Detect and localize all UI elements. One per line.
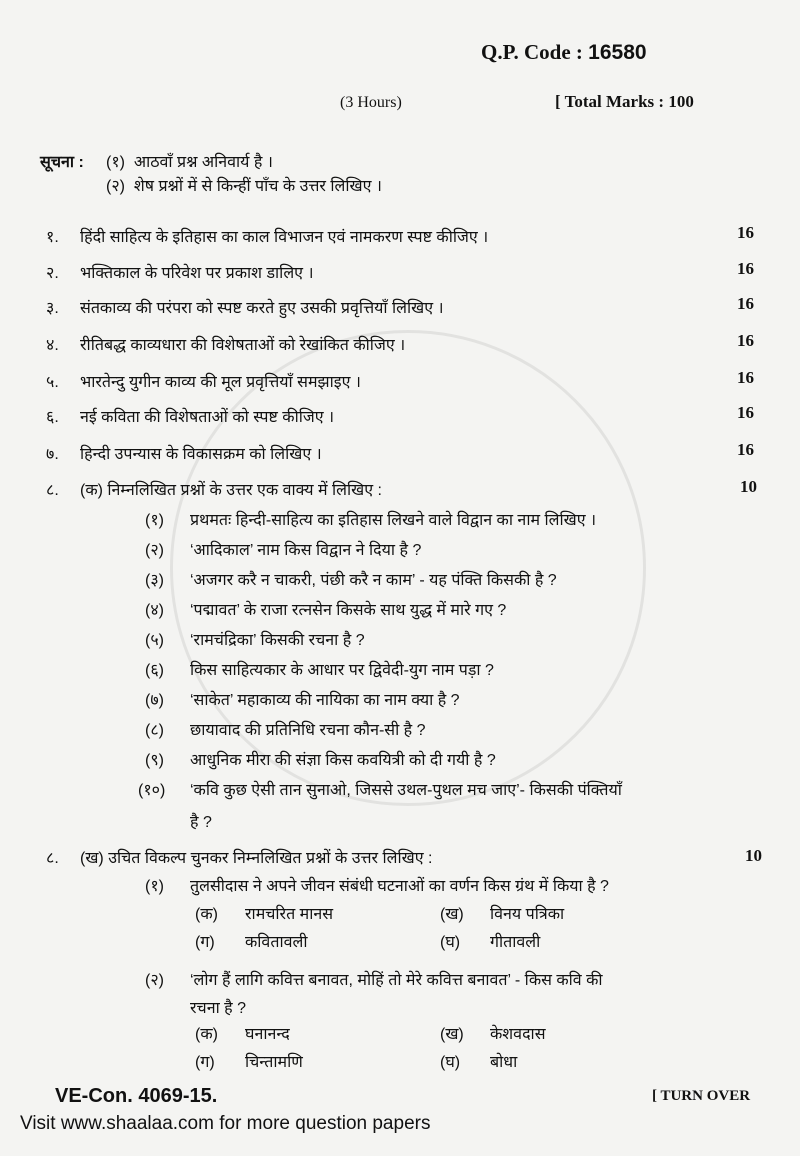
paper-code: VE-Con. 4069-15. bbox=[55, 1085, 218, 1107]
subquestion-text: किस साहित्यकार के आधार पर द्विवेदी-युग नाम पड़ा ? bbox=[190, 662, 494, 679]
mcq-option-key: (क) bbox=[195, 1026, 218, 1043]
question-marks: 16 bbox=[737, 331, 754, 350]
turn-over: [ TURN OVER bbox=[652, 1088, 751, 1104]
subquestion-text: ‘रामचंद्रिका’ किसकी रचना है ? bbox=[190, 632, 365, 649]
mcq-option-value: घनानन्द bbox=[245, 1026, 290, 1043]
mcq-option-value: कवितावली bbox=[245, 934, 308, 951]
question-number: ७. bbox=[46, 446, 59, 463]
mcq-option-key: (ख) bbox=[440, 906, 464, 923]
question-marks: 16 bbox=[737, 440, 754, 459]
subquestion-number: (४) bbox=[145, 602, 164, 619]
subquestion-text: आधुनिक मीरा की संज्ञा किस कवयित्री को दी गयी है ? bbox=[190, 752, 496, 769]
subquestion-text: ‘आदिकाल’ नाम किस विद्वान ने दिया है ? bbox=[190, 542, 422, 559]
mcq-option-value: विनय पत्रिका bbox=[490, 906, 565, 923]
subquestion-number: (८) bbox=[145, 722, 164, 739]
mcq-option-value: रामचरित मानस bbox=[245, 906, 334, 923]
question-number: १. bbox=[46, 229, 59, 246]
mcq-text: तुलसीदास ने अपने जीवन संबंधी घटनाओं का वर्णन किस ग्रंथ में किया है ? bbox=[190, 878, 609, 895]
subquestion-number: (१) bbox=[145, 512, 164, 529]
subquestion-number: (६) bbox=[145, 662, 164, 679]
q8a-marks: 10 bbox=[740, 477, 757, 496]
mcq-option-value: बोधा bbox=[490, 1054, 518, 1071]
subquestion-text: ‘पद्मावत’ के राजा रत्नसेन किसके साथ युद्ध में मारे गए ? bbox=[190, 602, 507, 619]
mcq-number: (१) bbox=[145, 878, 164, 895]
question-marks: 16 bbox=[737, 259, 754, 278]
qp-code: Q.P. Code : 16580 bbox=[481, 40, 647, 64]
subquestion-text: प्रथमतः हिन्दी-साहित्य का इतिहास लिखने वाले विद्वान का नाम लिखिए । bbox=[190, 512, 597, 529]
mcq-option-key: (ग) bbox=[195, 1054, 215, 1071]
question-text: भक्तिकाल के परिवेश पर प्रकाश डालिए । bbox=[80, 265, 314, 282]
shaalaa-link[interactable]: Visit www.shaalaa.com for more question papers bbox=[20, 1113, 431, 1134]
mcq-option-key: (घ) bbox=[440, 1054, 461, 1071]
subquestion-text-cont: है ? bbox=[190, 814, 212, 831]
subquestion-text: ‘साकेत’ महाकाव्य की नायिका का नाम क्या है ? bbox=[190, 692, 460, 709]
question-marks: 16 bbox=[737, 403, 754, 422]
subquestion-number: (१०) bbox=[138, 782, 166, 799]
subquestion-text: ‘कवि कुछ ऐसी तान सुनाओ, जिससे उथल-पुथल मच जाए’- किसकी पंक्तियाँ bbox=[190, 782, 622, 799]
q8a-heading: (क) निम्नलिखित प्रश्नों के उत्तर एक वाक्य में लिखिए : bbox=[80, 482, 382, 499]
question-number: ४. bbox=[46, 337, 59, 354]
question-text: रीतिबद्ध काव्यधारा की विशेषताओं को रेखांकित कीजिए । bbox=[80, 337, 406, 354]
subquestion-number: (२) bbox=[145, 542, 164, 559]
mcq-option-key: (घ) bbox=[440, 934, 461, 951]
question-text: भारतेन्दु युगीन काव्य की मूल प्रवृत्तियाँ समझाइए । bbox=[80, 374, 361, 391]
question-text: हिन्दी उपन्यास के विकासक्रम को लिखिए । bbox=[80, 446, 322, 463]
mcq-option-value: गीतावली bbox=[490, 934, 541, 951]
mcq-text: ‘लोग हैं लागि कवित्त बनावत, मोहिं तो मेरे कवित्त बनावत’ - किस कवि की bbox=[190, 972, 603, 989]
mcq-text-cont: रचना है ? bbox=[190, 1000, 247, 1017]
question-number: ५. bbox=[46, 374, 59, 391]
q8b-heading: (ख) उचित विकल्प चुनकर निम्नलिखित प्रश्नों के उत्तर लिखिए : bbox=[80, 850, 433, 867]
subquestion-text: ‘अजगर करै न चाकरी, पंछी करै न काम’ - यह पंक्ति किसकी है ? bbox=[190, 572, 557, 589]
q8a-num: ८. bbox=[46, 482, 59, 499]
mcq-option-key: (ख) bbox=[440, 1026, 464, 1043]
question-marks: 16 bbox=[737, 368, 754, 387]
subquestion-number: (७) bbox=[145, 692, 164, 709]
question-number: २. bbox=[46, 265, 59, 282]
question-number: ६. bbox=[46, 409, 59, 426]
subquestion-number: (९) bbox=[145, 752, 164, 769]
total-marks: [ Total Marks : 100 bbox=[555, 92, 694, 111]
mcq-option-value: केशवदास bbox=[490, 1026, 546, 1043]
subquestion-number: (५) bbox=[145, 632, 164, 649]
subquestion-text: छायावाद की प्रतिनिधि रचना कौन-सी है ? bbox=[190, 722, 426, 739]
question-marks: 16 bbox=[737, 294, 754, 313]
mcq-option-value: चिन्तामणि bbox=[245, 1054, 303, 1071]
q8b-num: ८. bbox=[46, 850, 59, 867]
instruction-1: (१) आठवाँ प्रश्न अनिवार्य है । bbox=[106, 154, 273, 171]
mcq-option-key: (क) bbox=[195, 906, 218, 923]
q8b-marks: 10 bbox=[745, 846, 762, 865]
question-marks: 16 bbox=[737, 223, 754, 242]
question-text: संतकाव्य की परंपरा को स्पष्ट करते हुए उसकी प्रवृत्तियाँ लिखिए । bbox=[80, 300, 444, 317]
mcq-option-key: (ग) bbox=[195, 934, 215, 951]
question-text: नई कविता की विशेषताओं को स्पष्ट कीजिए । bbox=[80, 409, 335, 426]
instruction-2: (२) शेष प्रश्नों में से किन्हीं पाँच के उत्तर लिखिए । bbox=[106, 178, 382, 195]
question-number: ३. bbox=[46, 300, 59, 317]
subquestion-number: (३) bbox=[145, 572, 164, 589]
instructions-label: सूचना : bbox=[40, 154, 84, 171]
mcq-number: (२) bbox=[145, 972, 164, 989]
duration: (3 Hours) bbox=[340, 94, 402, 111]
question-text: हिंदी साहित्य के इतिहास का काल विभाजन एवं नामकरण स्पष्ट कीजिए । bbox=[80, 229, 489, 246]
